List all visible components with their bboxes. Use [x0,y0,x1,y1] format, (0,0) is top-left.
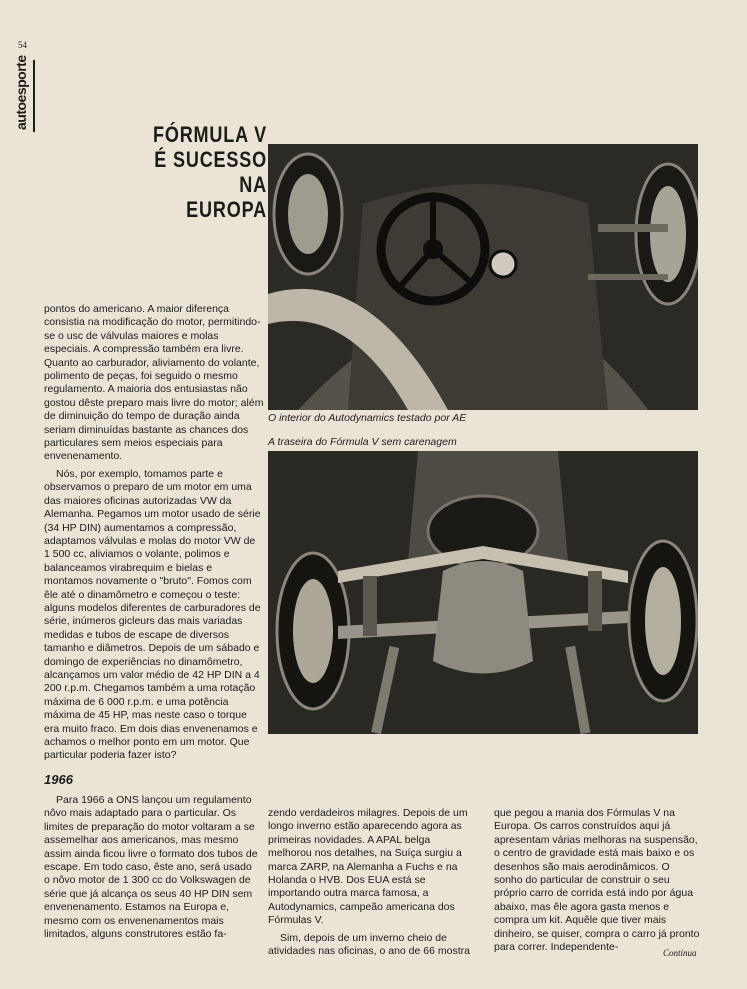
continua-label: Continua [663,948,697,958]
interior-photo [268,144,698,410]
rear-photo [268,451,698,734]
title-line-2: É SUCESSO [154,147,267,172]
subheading-1966: 1966 [44,772,73,787]
article-title [153,122,267,222]
rear-photo-graphic [268,451,698,734]
title-line-1: FÓRMULA V [153,122,267,147]
bottom-right-paragraph: que pegou a mania dos Fórmulas V na Europa. Os carros construídos aqui já apresentam várias melhoras na suspensão, o centro de gravidade está mais baixo e os desenhos são mais aerodinâmicos. O sonho do particular de construir o seu próprio carro de corrida está indo por água abaixo, mas êle agora gasta menos e compra um kit. Aquêle que tiver mais dinheiro, se quiser, compra o carro já pronto para correr. Independente- [494,807,700,954]
bottom-middle-paragraph-2: Sim, depois de um inverno cheio de atividades nas oficinas, o ano de 66 mostra [268,931,470,958]
section-tab [11,55,35,132]
bottom-middle-column [268,807,476,962]
bottom-right-column [494,807,700,958]
rear-photo-caption: A traseira do Fórmula V sem carenagem [268,436,457,448]
left-column-paragraph-2: Nós, por exemplo, tomamos parte e observamos o preparo de um motor em uma das maiores oficinas autorizadas VW da Alemanha. Pegamos um motor usado de série (34 HP DIN) aumentamos a compressão, adaptamos válvulas e molas do motor VW de 1 500 cc, aliviamos o volante, polimos e balanceamos virabrequim e bielas e montamos novamente o "bruto". Fomos com êle até o dinamômetro e começou o teste: alguns modelos diferentes de carburadores de série, inúmeros gicleurs das mais variadas medidas e tubos de escape de diversos tamanho e diâmetros. Depois de um sábado e domingo de experiências no dinamômetro, alcançamos um valor médio de 42 HP DIN a 4 200 r.p.m. Chegamos também a uma rotação máxima de 6 000 r.p.m. e uma potência máxima de 45 HP, mas neste caso o torque era muito fraco. Em dois dias envenenamos e achamos o melhor ponto em um motor. Que particular poderia fazer isto? [44,467,261,762]
section-label: autoesporte [13,55,29,130]
interior-photo-graphic [268,144,698,410]
bottom-middle-paragraph-1: zendo verdadeiros milagres. Depois de um longo inverno estão aparecendo agora as primeiras novidades. A APAL belga melhorou nos detalhes, na Suíça surgiu a marca ZARP, na Alemanha a Fuchs e na Holanda o HVB. Dos EUA está se importando outra marca famosa, a Autodynamics, campeão americana dos Fórmulas V. [268,807,468,927]
bottom-left-paragraph: Para 1966 a ONS lançou um regulamento nôvo mais adaptado para o particular. Os limites de preparação do motor voltaram a se assemelhar aos americanos, mas mesmo assim ainda ficou livre o formato dos tubos de escape. Em todo caso, êste ano, será usado o nôvo motor de 1 300 cc do Volkswagen de série que já alcança os seus 40 HP DIN sem envenenamento. Estamos na Europa e, mesmo com os envenenamentos mais limitados, alguns construtores estão fa- [44,794,258,941]
title-line-3: NA [239,172,267,197]
interior-photo-caption: O interior do Autodynamics testado por AE [268,412,467,424]
left-column [44,303,264,767]
left-column-paragraph-1: pontos do americano. A maior diferença consistia na modificação do motor, permitindo-se o usc de válvulas maiores e molas especiais. A compressão também era livre. Quanto ao carburador, aliviamento do volante, polimento de peças, foi seguido o mesmo regulamento. A maioria dos entusiastas não gostou dêste preparo mais livre do motor; além de diminuição do tempo de duração ainda seriam diminuídas bastante as chances dos particulares sem meios especiais para envenenamento. [44,303,264,463]
page-number: 54 [18,40,27,50]
title-line-4: EUROPA [186,197,267,222]
bottom-left-column [44,794,260,945]
